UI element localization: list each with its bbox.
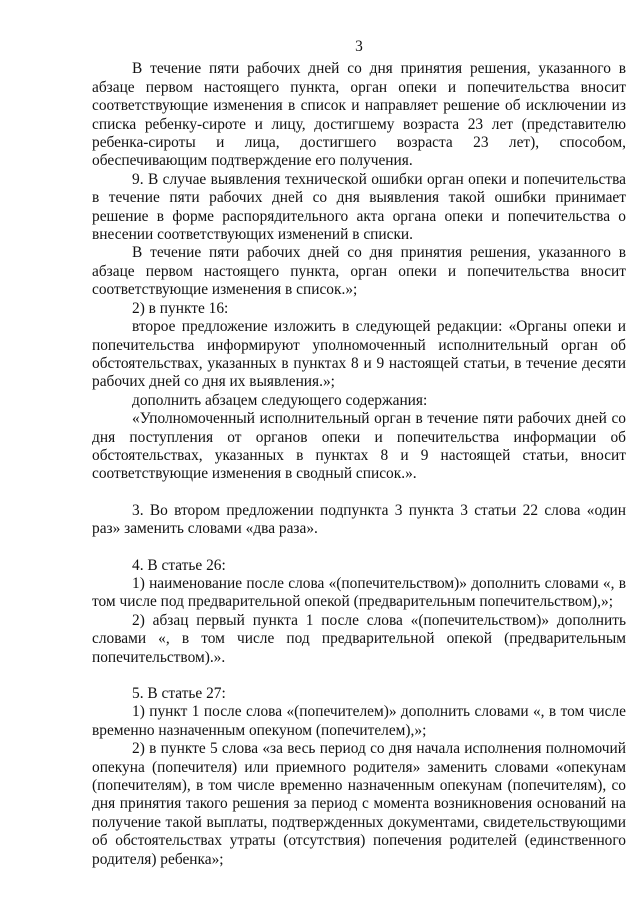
paragraph-item-4: 4. В статье 26: bbox=[132, 556, 226, 574]
paragraph-item-5-sub-1: 1) пункт 1 после слова «(попечителем)» дополнить словами «, в том числе временно назначенным опекуном (попечителем),»; bbox=[92, 703, 626, 739]
paragraph-add-abzac: дополнить абзацем следующего содержания: bbox=[132, 391, 428, 409]
paragraph-list-update: В течение пяти рабочих дней со дня принятия решения, указанного в абзаце первом настоящего пункта, орган опеки и попечительства вносит соответствующие изменения в список и направляет решение об исключении из списка ребенку-сироте и лицу, достигшему возраста 23 лет (представителю ребенка-сироты и лица, достигшего возраста 23 лет), способом, обеспечивающим подтверждение его получения. bbox=[92, 60, 626, 170]
spacer bbox=[92, 484, 626, 502]
paragraph-item-4-sub-2: 2) абзац первый пункта 1 после слова «(попечительством)» дополнить словами «, в том числе под предварительной опекой (предварительным попечительством).». bbox=[92, 611, 626, 666]
page-number: 3 bbox=[355, 38, 363, 55]
paragraph-item-3: 3. Во втором предложении подпункта 3 пункта 3 статьи 22 слова «один раз» заменить словами «два раза». bbox=[92, 501, 626, 538]
paragraph-item-9-deadline: В течение пяти рабочих дней со дня принятия решения, указанного в абзаце первом настоящего пункта, орган опеки и попечительства вносит соответствующие изменения в список.»; bbox=[92, 244, 626, 299]
paragraph-item-5-sub-2: 2) в пункте 5 слова «за весь период со дня начала исполнения полномочий опекуна (попечителя) или приемного родителя» заменить словами «опекунам (попечителям), в том числе временно назначенным опекунам (попечителям), со дня принятия такого решения за период с момента возникновения оснований на получение такой выплаты, подтвержденных документами, свидетельствующими об обстоятельствах утраты (отсутствия) попечения родителей (единственного родителя) ребенка»; bbox=[92, 740, 626, 868]
paragraph-item-9: 9. В случае выявления технической ошибки орган опеки и попечительства в течение пяти рабочих дней со дня выявления такой ошибки принимает решение в форме распорядительного акта органа опеки и попечительства о внесении соответствующих изменений в списки. bbox=[92, 170, 626, 244]
document-page bbox=[92, 38, 626, 869]
paragraph-item-5: 5. В статье 27: bbox=[132, 685, 226, 702]
paragraph-item-4-sub-1: 1) наименование после слова «(попечительством)» дополнить словами «, в том числе под предварительной опекой (предварительным попечительством),»; bbox=[92, 574, 626, 611]
spacer bbox=[92, 539, 626, 557]
spacer bbox=[92, 667, 626, 685]
paragraph-new-abzac-text: «Уполномоченный исполнительный орган в течение пяти рабочих дней со дня поступления от органов опеки и попечительства информации об обстоятельствах, указанных в пунктах 8 и 9 настоящей статьи, вносит соответствующие изменения в сводный список.». bbox=[92, 410, 626, 483]
paragraph-subitem-2: 2) в пункте 16: bbox=[132, 299, 229, 317]
paragraph-second-sentence: второе предложение изложить в следующей редакции: «Органы опеки и попечительства информируют уполномоченный исполнительный орган об обстоятельствах, указанных в пунктах 8 и 9 настоящей статьи, в течение десяти рабочих дней со дня их выявления.»; bbox=[92, 318, 626, 391]
